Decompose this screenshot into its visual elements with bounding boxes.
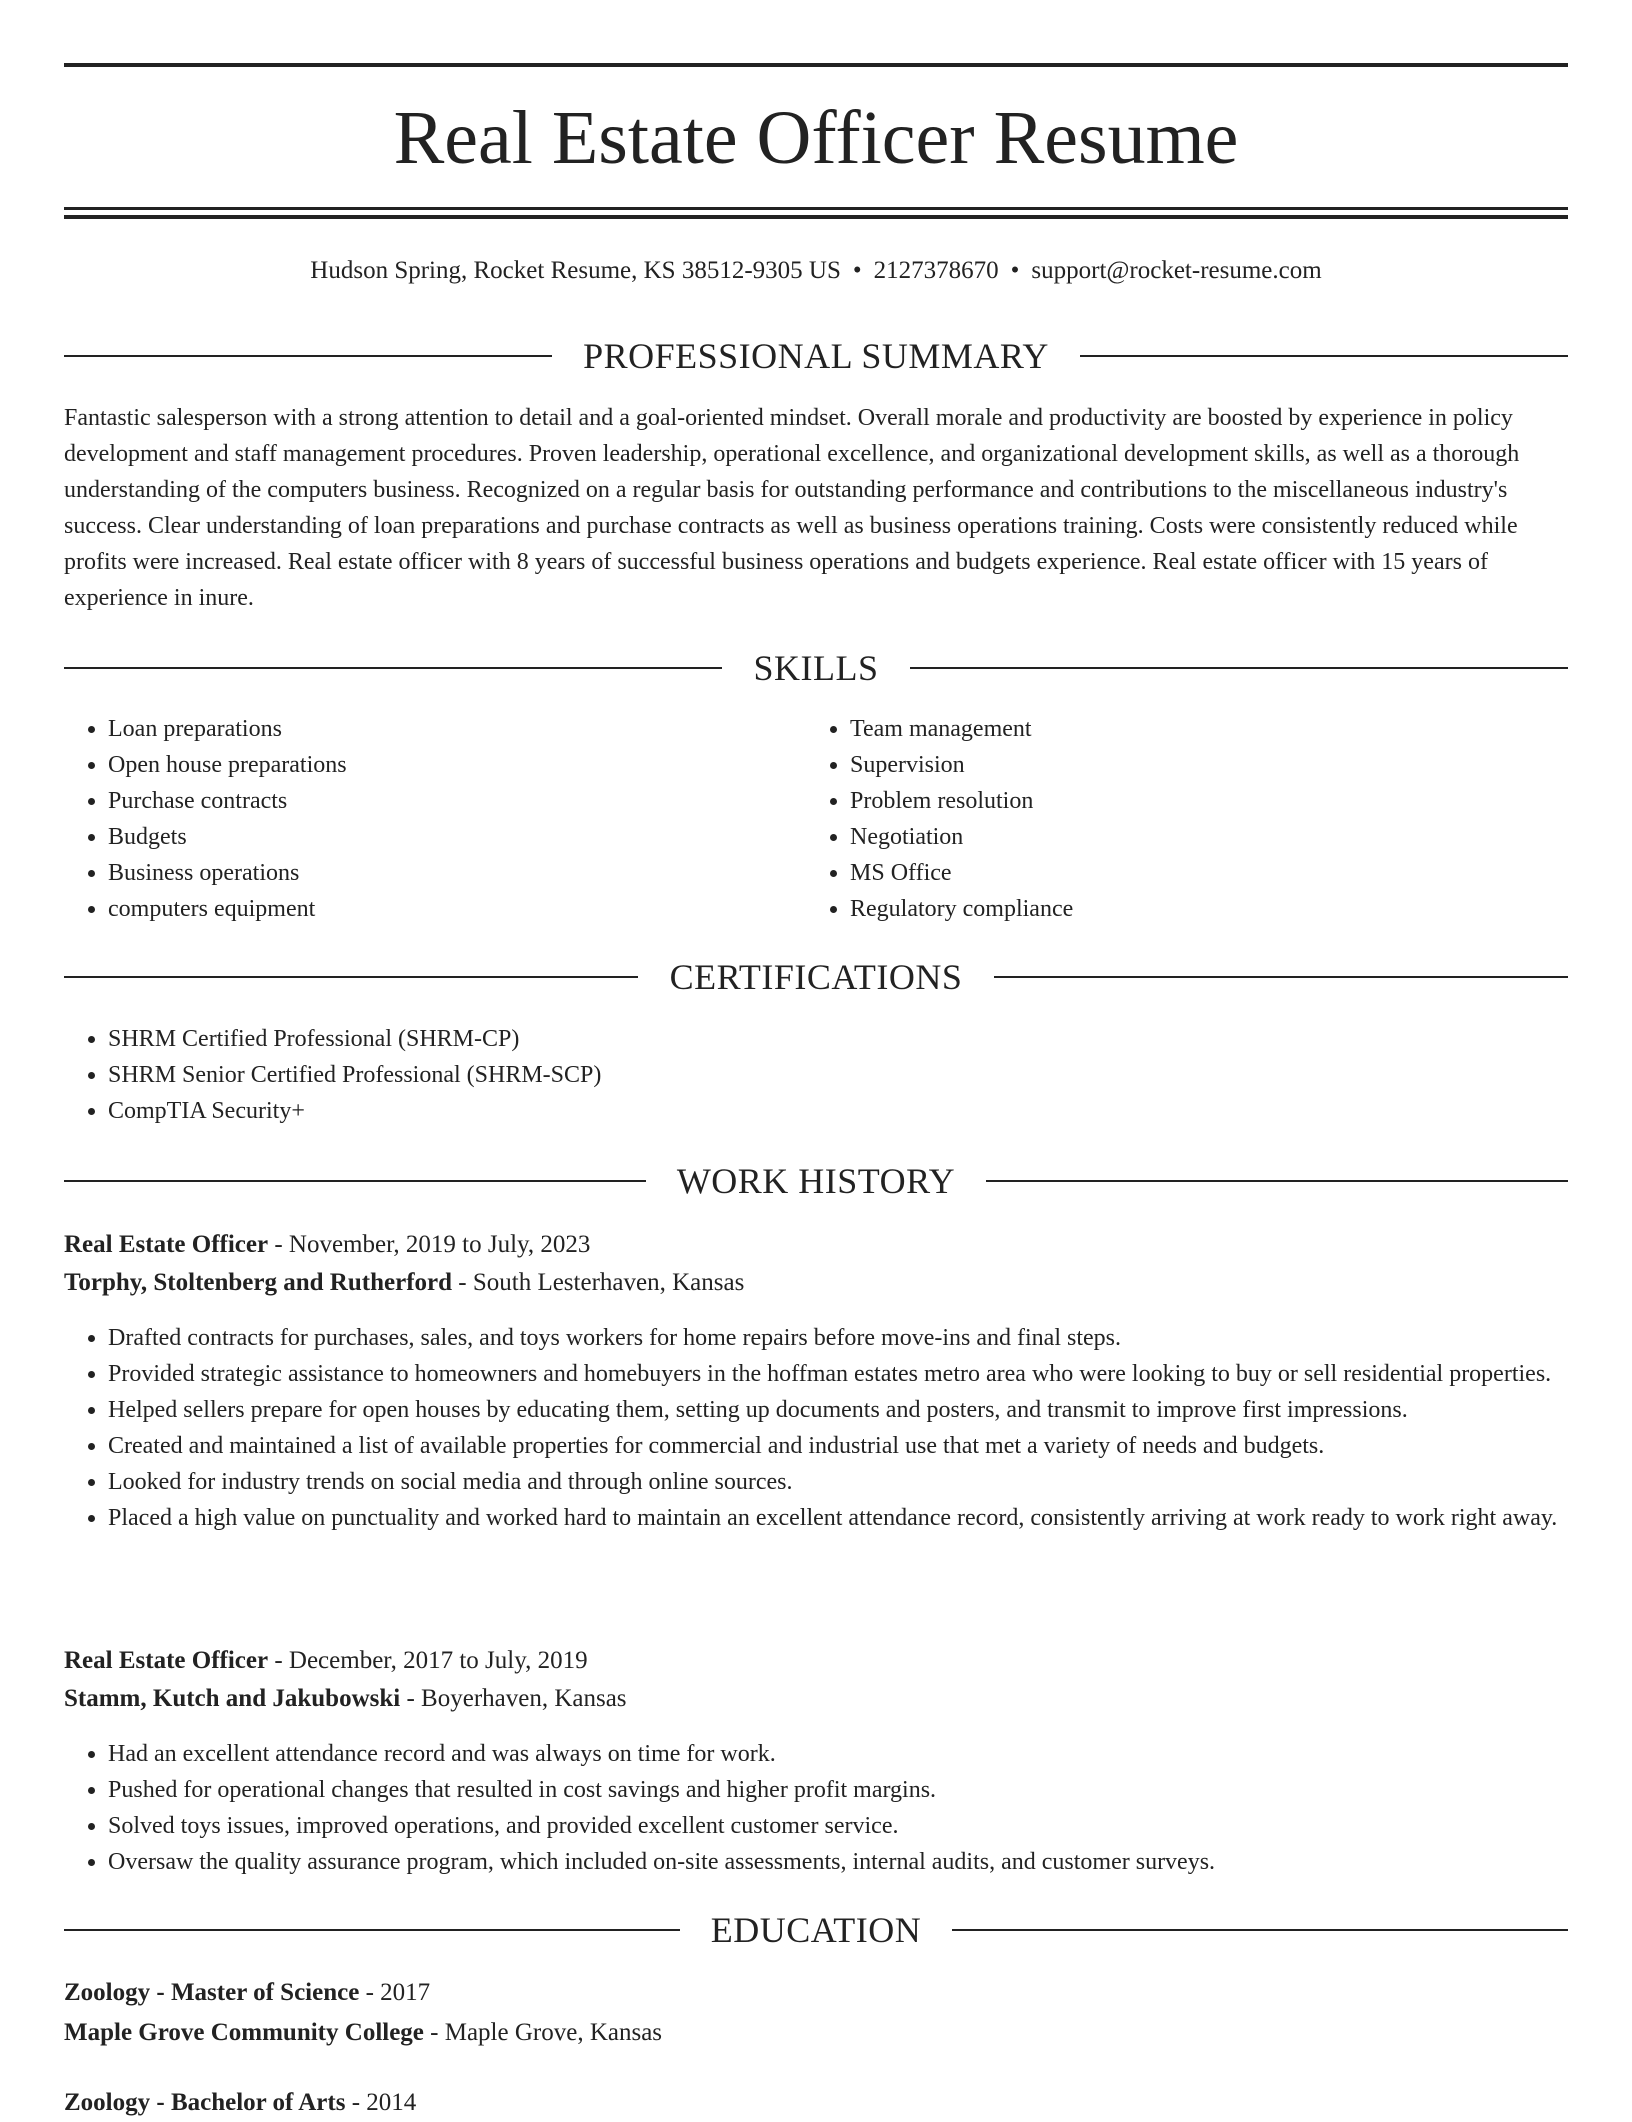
section-title-education: EDUCATION	[710, 1910, 922, 1950]
education-year: - 2017	[359, 1979, 431, 2006]
education-degree-line	[64, 2084, 416, 2122]
education-school-line	[64, 2014, 662, 2052]
section-header-education	[64, 1906, 1568, 1954]
resume-title: Real Estate Officer Resume	[393, 96, 1239, 180]
skill-item: • Budgets	[108, 819, 808, 855]
skill-item: • Business operations	[108, 855, 808, 891]
skill-item: • Negotiation	[850, 819, 1550, 855]
section-rule-right	[994, 976, 1568, 978]
skill-item: • Loan preparations	[108, 711, 808, 747]
education-school: Maple Grove Community College	[64, 2019, 424, 2046]
education-year: - 2014	[345, 2089, 417, 2116]
section-header-summary	[64, 332, 1568, 380]
job-bullets	[64, 1320, 1568, 1536]
skills-list-left	[64, 711, 808, 927]
skill-item: • Regulatory compliance	[850, 891, 1550, 927]
certification-item: • CompTIA Security+	[108, 1093, 1508, 1129]
certifications-list	[64, 1021, 1508, 1129]
education-degree: Zoology - Bachelor of Arts	[64, 2089, 346, 2116]
certification-item: • SHRM Senior Certified Professional (SHRM-SCP)	[108, 1057, 1508, 1093]
title-rule-lower	[64, 215, 1568, 219]
certification-item: • SHRM Certified Professional (SHRM-CP)	[108, 1021, 1508, 1057]
job-company: Torphy, Stoltenberg and Rutherford	[64, 1269, 453, 1296]
section-title-work-history: WORK HISTORY	[676, 1161, 956, 1201]
contact-email: support@rocket-resume.com	[1031, 257, 1322, 284]
contact-phone: 2127378670	[873, 257, 999, 284]
job-bullet: • Placed a high value on punctuality and worked hard to maintain an excellent attendance record, consistently arriving at work ready to work right away.	[108, 1500, 1568, 1536]
title-rule-upper	[64, 207, 1568, 210]
job-dates: - November, 2019 to July, 2023	[268, 1231, 591, 1258]
section-rule-right	[910, 667, 1568, 669]
job-bullet: • Provided strategic assistance to homeowners and homebuyers in the hoffman estates metro area who were looking to buy or sell residential properties.	[108, 1356, 1568, 1392]
contact-separator: •	[1010, 257, 1020, 284]
section-title-skills: SKILLS	[753, 648, 879, 688]
skill-item: • Open house preparations	[108, 747, 808, 783]
section-header-skills	[64, 644, 1568, 692]
job-title: Real Estate Officer	[64, 1231, 269, 1258]
education-location: - Maple Grove, Kansas	[423, 2019, 663, 2046]
summary-text: Fantastic salesperson with a strong attention to detail and a goal-oriented mindset. Overall morale and productivity are boosted by experience in policy development and staff management procedures. Proven leadership, operational excellence, and organizational development skills, as well as a thorough understanding of the computers business. Recognized on a regular basis for outstanding performance and contributions to the miscellaneous industry's success. Clear understanding of loan preparations and purchase contracts as well as business operations training. Costs were consistently reduced while profits were increased. Real estate officer with 8 years of successful business operations and budgets experience. Real estate officer with 15 years of experience in inure.	[64, 405, 1520, 611]
top-rule	[64, 63, 1568, 67]
job-bullet: • Helped sellers prepare for open houses by educating them, setting up documents and posters, and transmit to improve first impressions.	[108, 1392, 1568, 1428]
job-title-line	[64, 1226, 590, 1264]
job-company: Stamm, Kutch and Jakubowski	[64, 1685, 401, 1712]
section-header-work-history	[64, 1157, 1568, 1205]
job-title-line	[64, 1642, 588, 1680]
section-rule-right	[986, 1180, 1568, 1182]
section-header-certifications	[64, 953, 1568, 1001]
section-title-summary: PROFESSIONAL SUMMARY	[583, 336, 1049, 376]
contact-separator: •	[852, 257, 862, 284]
job-bullet: • Solved toys issues, improved operations, and provided excellent customer service.	[108, 1808, 1568, 1844]
skill-item: • Team management	[850, 711, 1550, 747]
job-title: Real Estate Officer	[64, 1647, 269, 1674]
job-bullet: • Drafted contracts for purchases, sales, and toys workers for home repairs before move-ins and final steps.	[108, 1320, 1568, 1356]
skill-item: • Supervision	[850, 747, 1550, 783]
skill-item: • MS Office	[850, 855, 1550, 891]
job-company-line	[64, 1680, 627, 1718]
job-dates: - December, 2017 to July, 2019	[268, 1647, 588, 1674]
job-bullet: • Looked for industry trends on social media and through online sources.	[108, 1464, 1568, 1500]
job-bullet: • Created and maintained a list of available properties for commercial and industrial use that met a variety of needs and budgets.	[108, 1428, 1568, 1464]
contact-address: Hudson Spring, Rocket Resume, KS 38512-9305 US	[310, 257, 841, 284]
section-title-certifications: CERTIFICATIONS	[669, 957, 963, 997]
education-degree-line	[64, 1974, 430, 2012]
skill-item: • Purchase contracts	[108, 783, 808, 819]
education-degree: Zoology - Master of Science	[64, 1979, 360, 2006]
job-location: - South Lesterhaven, Kansas	[452, 1269, 745, 1296]
job-bullet: • Oversaw the quality assurance program, which included on-site assessments, internal audits, and customer surveys.	[108, 1844, 1568, 1880]
job-bullets	[64, 1736, 1568, 1880]
contact-line	[64, 253, 1568, 289]
skills-list-right	[806, 711, 1550, 927]
section-rule-right	[1080, 355, 1568, 357]
job-bullet: • Pushed for operational changes that resulted in cost savings and higher profit margins.	[108, 1772, 1568, 1808]
job-company-line	[64, 1264, 744, 1302]
job-bullet: • Had an excellent attendance record and was always on time for work.	[108, 1736, 1568, 1772]
skill-item: • Problem resolution	[850, 783, 1550, 819]
section-rule-right	[952, 1929, 1568, 1931]
job-location: - Boyerhaven, Kansas	[400, 1685, 627, 1712]
skill-item: • computers equipment	[108, 891, 808, 927]
